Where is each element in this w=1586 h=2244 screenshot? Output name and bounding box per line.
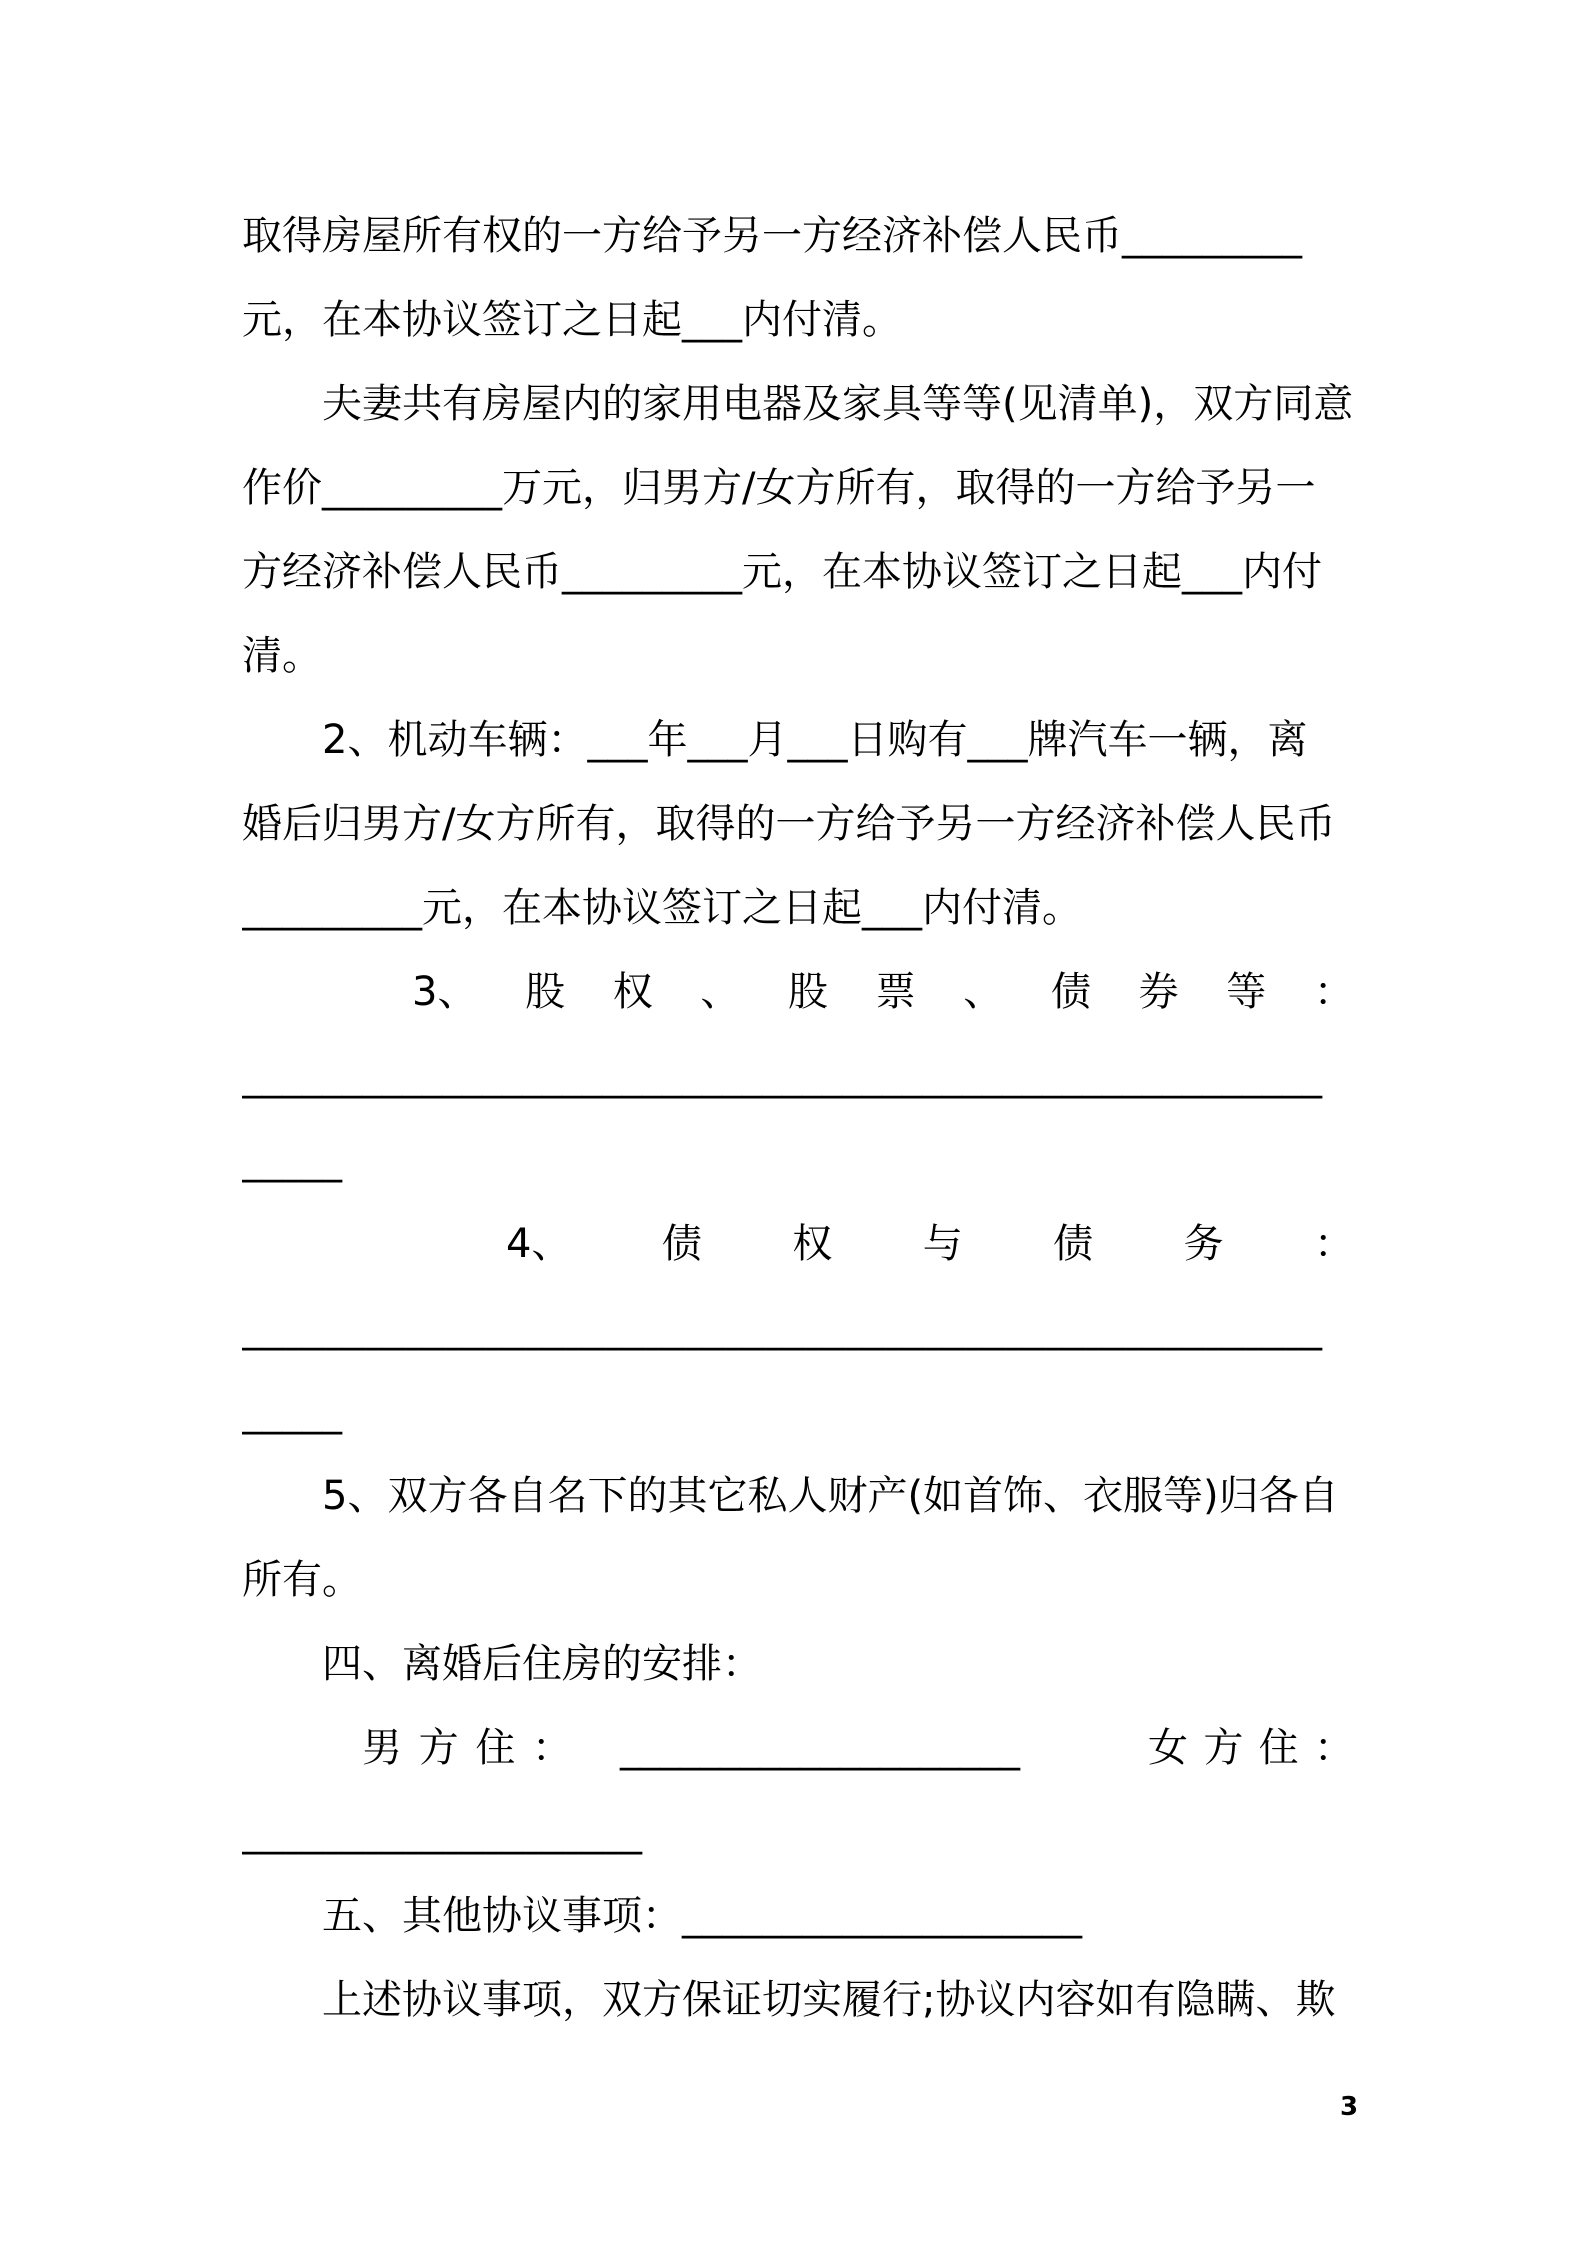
housing-line: [242, 1706, 1354, 1790]
male-housing-label: [362, 1706, 572, 1790]
blank-line: _____: [242, 1137, 342, 1183]
heading-char: 与: [922, 1221, 963, 1267]
heading-char: 、: [963, 969, 1004, 1015]
label-char: 男: [362, 1725, 402, 1771]
body-line: 作价_________万元，归男方/女方所有，取得的一方给予另一: [242, 465, 1316, 511]
page-number: 3: [1340, 2092, 1359, 2122]
heading-char: 债: [1050, 969, 1091, 1015]
heading-char: 3、: [412, 969, 478, 1015]
heading-char: 4、: [506, 1221, 572, 1267]
male-housing-blank: ____________________: [620, 1725, 1020, 1771]
label-char: ：: [1313, 1725, 1354, 1771]
body-line: _________元，在本协议签订之日起___内付清。: [242, 885, 1082, 931]
blank-line: ______________________________________________________: [242, 1305, 1322, 1351]
section-heading: 五、其他协议事项：____________________: [322, 1893, 1082, 1939]
heading-char: 股: [525, 969, 566, 1015]
label-char: 女: [1148, 1725, 1188, 1771]
body-line: 元，在本协议签订之日起___内付清。: [242, 297, 902, 343]
heading-char: ：: [1313, 1221, 1354, 1267]
blank-line: ______________________________________________________: [242, 1053, 1322, 1099]
heading-char: 股: [788, 969, 829, 1015]
heading-char: 等: [1226, 969, 1267, 1015]
body-line: 婚后归男方/女方所有，取得的一方给予另一方经济补偿人民币: [242, 801, 1336, 847]
body-line: 取得房屋所有权的一方给予另一方经济补偿人民币_________: [242, 213, 1302, 259]
heading-char: 票: [875, 969, 916, 1015]
heading-char: 务: [1183, 1221, 1224, 1267]
item-3-heading: [242, 950, 1354, 1034]
heading-char: 权: [612, 969, 653, 1015]
label-char: 住: [1258, 1725, 1299, 1771]
body-line: 夫妻共有房屋内的家用电器及家具等等(见清单)，双方同意: [322, 381, 1354, 427]
document-body: [242, 194, 1354, 2042]
body-line: 清。: [242, 633, 322, 679]
label-char: 方: [1203, 1725, 1244, 1771]
blank-line: ____________________: [242, 1809, 642, 1855]
heading-char: 债: [1053, 1221, 1094, 1267]
label-char: 住: [475, 1725, 516, 1771]
female-housing-label: [1148, 1706, 1354, 1790]
body-line: 5、双方各自名下的其它私人财产(如首饰、衣服等)归各自: [322, 1473, 1339, 1519]
heading-char: 债: [661, 1221, 702, 1267]
blank-line: _____: [242, 1389, 342, 1435]
label-char: 方: [418, 1725, 459, 1771]
heading-char: 、: [700, 969, 741, 1015]
section-heading: 四、离婚后住房的安排：: [322, 1641, 762, 1687]
label-char: ：: [531, 1725, 572, 1771]
heading-char: 权: [792, 1221, 833, 1267]
heading-char: 券: [1138, 969, 1179, 1015]
heading-char: ：: [1313, 969, 1354, 1015]
body-line: 上述协议事项，双方保证切实履行;协议内容如有隐瞒、欺: [322, 1977, 1336, 2023]
item-4-heading: [242, 1202, 1354, 1286]
body-line: 所有。: [242, 1557, 362, 1603]
body-line: 2、机动车辆：___年___月___日购有___牌汽车一辆，离: [322, 717, 1308, 763]
body-line: 方经济补偿人民币_________元，在本协议签订之日起___内付: [242, 549, 1322, 595]
